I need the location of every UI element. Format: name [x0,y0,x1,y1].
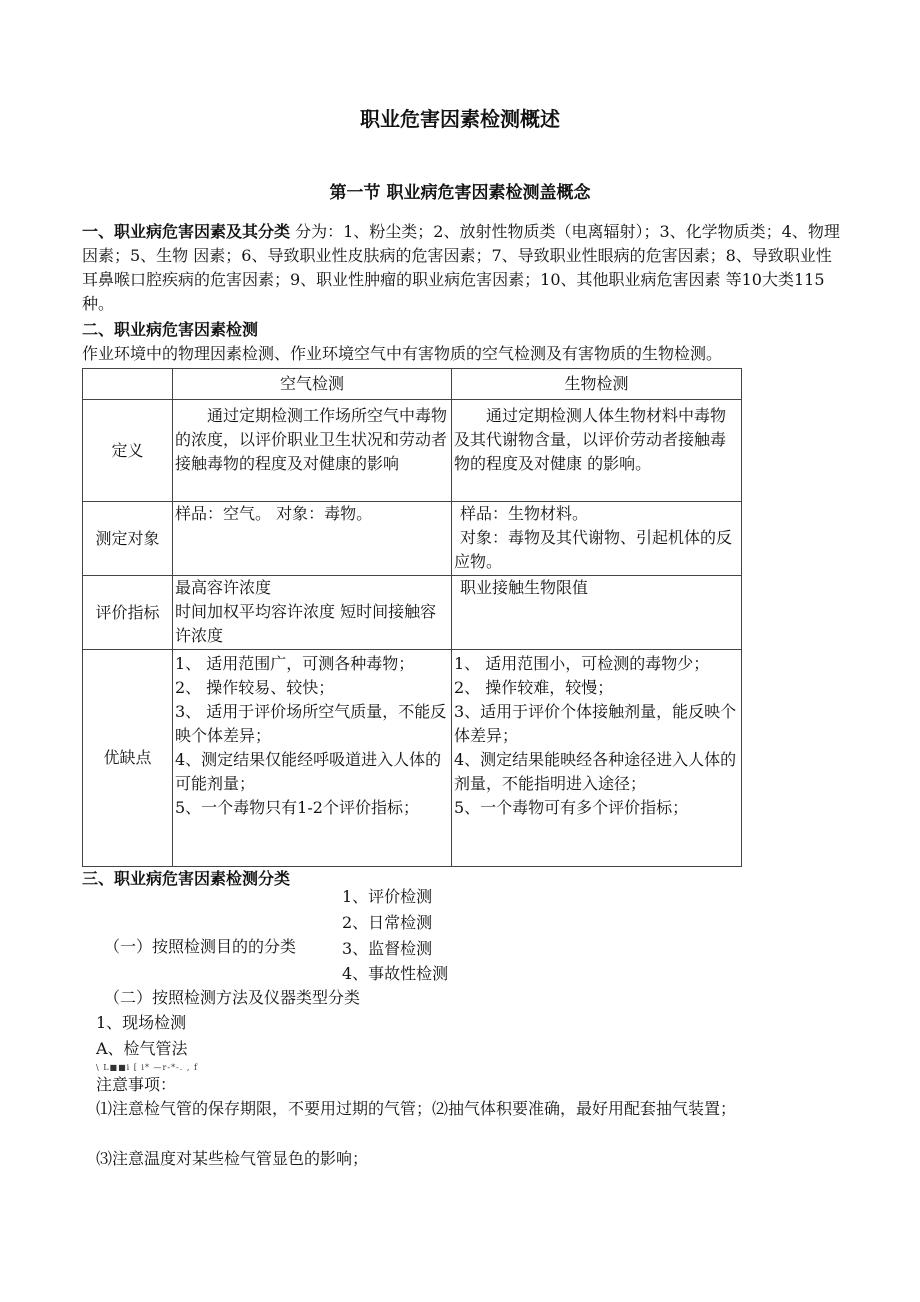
subA-label: A、检气管法 [96,1039,188,1058]
pros-air-2: 2、 操作较易、较快； [175,678,335,697]
section-title: 第一节 职业病危害因素检测盖概念 [329,183,591,203]
table-header-bio: 生物检测 [452,369,742,400]
sub1-label: 1、现场检测 [96,1013,187,1032]
group1-item-3: 3、监督检测 [342,939,433,958]
definition-bio: 通过定期检测人体生物材料中毒物及其代谢物含量，以评价劳动者接触毒物的程度及对健康 的影响。 [454,406,727,473]
group1-item-1: 1、评价检测 [342,887,433,906]
part1-heading: 一、职业病危害因素及其分类 [82,222,291,241]
pros-bio-4: 4、测定结果能映经各种途径进入人体的剂量，不能指明进入途径； [454,750,737,793]
pros-bio-1: 1、 适用范围小，可检测的毒物少； [454,654,710,673]
table-row [83,576,742,650]
group1-label: （一）按照检测目的的分类 [104,937,297,956]
part3-heading: 三、职业病危害因素检测分类 [82,869,291,888]
pros-air-4: 4、测定结果仅能经呼吸道进入人体的可能剂量； [175,750,442,793]
pros-air-5: 5、一个毒物只有1-2个评价指标； [175,798,419,817]
table-header-air: 空气检测 [173,369,452,400]
table-header-empty [83,369,173,400]
pros-air-1: 1、 适用范围广，可测各种毒物； [175,654,415,673]
index-air-twa: 时间加权平均容许浓度 短时间接触容许浓度 [175,602,437,645]
table-header-row [83,369,742,400]
row-label-target: 测定对象 [83,502,173,576]
note-1: ⑴注意检气管的保存期限，不要用过期的气管；⑵抽气体积要准确，最好用配套抽气装置； [96,1099,737,1118]
page-title: 职业危害因素检测概述 [360,107,560,131]
target-bio-object: 对象：毒物及其代谢物、引起机体的反应物。 [454,528,733,571]
notes-title: 注意事项： [96,1075,177,1094]
table-row [83,400,742,502]
pros-bio-2: 2、 操作较难，较慢； [454,678,614,697]
row-label-definition: 定义 [83,400,173,502]
part2-heading: 二、职业病危害因素检测 [82,320,259,339]
row-label-index: 评价指标 [83,576,173,650]
note-3: ⑶注意温度对某些检气管显色的影响； [96,1149,369,1168]
part1-paragraph [82,220,842,316]
scan-noise-text: \ L■■i [ i* —r-*-. , f [96,1063,198,1072]
part1-text: 分为：1、粉尘类；2、放射性物质类（电离辐射）；3、化学物质类；4、物理因素；5、生物 因素；6、导致职业性皮肤病的危害因素；7、导致职业性眼病的危害因素；8、导致职业性 耳鼻喉口腔疾病的危害因素；9、职业性肿瘤的职业病危害因素；10、其他职业病危害因素 等10大类115种。 [82,222,840,313]
table-row [83,502,742,576]
group1-item-2: 2、日常检测 [342,913,433,932]
table-row [83,650,742,867]
row-label-proscons: 优缺点 [83,650,173,867]
pros-bio-5: 5、一个毒物可有多个评价指标； [454,798,689,817]
target-bio-sample: 样品：生物材料。 [460,504,589,523]
group1-item-4: 4、事故性检测 [342,964,449,983]
group2-label: （二）按照检测方法及仪器类型分类 [104,988,361,1007]
comparison-table [82,368,742,867]
pros-bio-3: 3、适用于评价个体接触剂量，能反映个体差异； [454,702,737,745]
target-air: 样品：空气。 对象：毒物。 [175,504,373,523]
definition-air: 通过定期检测工作场所空气中毒物的浓度，以评价职业卫生状况和劳动者接触毒物的程度及对健康的影响 [175,406,448,473]
index-air-max: 最高容许浓度 [175,578,272,597]
part2-text: 作业环境中的物理因素检测、作业环境空气中有害物质的空气检测及有害物质的生物检测。 [82,344,723,363]
pros-air-3: 3、 适用于评价场所空气质量，不能反映个体差异； [175,702,447,745]
index-bio: 职业接触生物限值 [460,578,589,597]
